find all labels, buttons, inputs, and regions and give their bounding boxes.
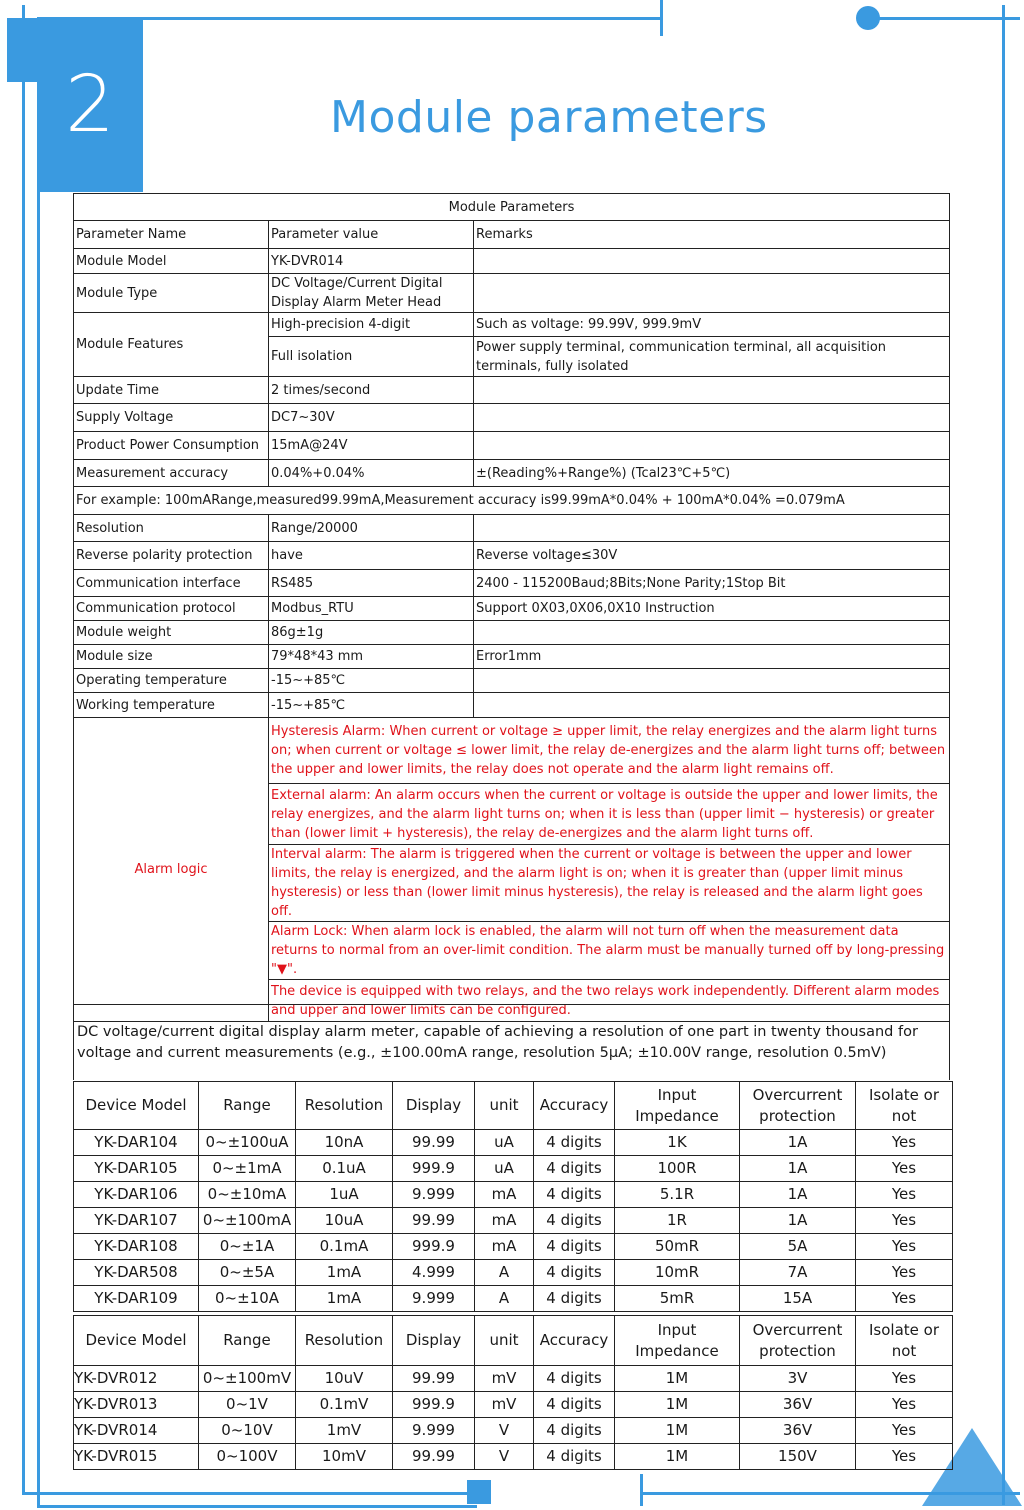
table-cell: Yes [856, 1182, 953, 1208]
table-row [74, 1418, 953, 1444]
param-value: -15~+85℃ [269, 693, 474, 718]
table-cell: 999.9 [393, 1392, 475, 1418]
param-name: Reverse polarity protection [74, 542, 269, 570]
table-cell: 1A [740, 1130, 856, 1156]
table-cell: YK-DVR012 [74, 1366, 199, 1392]
param-remark [474, 404, 950, 432]
table-cell: 99.99 [393, 1366, 475, 1392]
current-models-body [74, 1130, 953, 1312]
param-name: Operating temperature [74, 669, 269, 693]
header-cell: Accuracy [534, 1316, 615, 1366]
section-number: 2 [37, 18, 143, 192]
header-cell: Accuracy [534, 1082, 615, 1130]
table-cell: 4 digits [534, 1366, 615, 1392]
table-cell: 9.999 [393, 1286, 475, 1312]
table-row [74, 460, 950, 487]
param-value: 15mA@24V [269, 432, 474, 460]
table-cell: YK-DAR104 [74, 1130, 199, 1156]
table-cell: 36V [740, 1392, 856, 1418]
table-cell: YK-DVR014 [74, 1418, 199, 1444]
param-value: 0.04%+0.04% [269, 460, 474, 487]
frame-line [1002, 5, 1005, 1505]
table-cell: 1mA [296, 1286, 393, 1312]
table-cell: 4 digits [534, 1392, 615, 1418]
table-cell: 0~±1A [199, 1234, 296, 1260]
table-cell: 0.1mV [296, 1392, 393, 1418]
header-cell: Overcurrent protection [740, 1316, 856, 1366]
table-cell: 4 digits [534, 1130, 615, 1156]
param-remark: ±(Reading%+Range%) (Tcal23℃+5℃) [474, 460, 950, 487]
table-row [74, 313, 950, 337]
table-cell: Yes [856, 1392, 953, 1418]
param-remark [474, 432, 950, 460]
table-cell: 9.999 [393, 1418, 475, 1444]
param-name: Supply Voltage [74, 404, 269, 432]
table-cell: mV [475, 1366, 534, 1392]
table-cell: V [475, 1444, 534, 1470]
param-remark [474, 377, 950, 404]
table-cell: 4 digits [534, 1286, 615, 1312]
table-cell: 50mR [615, 1234, 740, 1260]
header-cell: Range [199, 1082, 296, 1130]
table-cell: 0~±5A [199, 1260, 296, 1286]
header-cell: Parameter value [269, 221, 474, 249]
table-cell: 0~±100mV [199, 1366, 296, 1392]
table-row [74, 1392, 953, 1418]
param-name: Resolution [74, 515, 269, 542]
param-name: Product Power Consumption [74, 432, 269, 460]
table-row [74, 1182, 953, 1208]
table-cell: 1mV [296, 1418, 393, 1444]
alarm-relays: The device is equipped with two relays, and the two relays work independently. Different alarm modes and upper and lower limits can be configured. [269, 980, 950, 1022]
accuracy-example: For example: 100mARange,measured99.99mA,Measurement accuracy is99.99mA*0.04% + 100mA*0.04% =0.079mA [74, 487, 950, 515]
table-cell: YK-DAR108 [74, 1234, 199, 1260]
header-cell: Range [199, 1316, 296, 1366]
header-cell: Parameter Name [74, 221, 269, 249]
table-cell: 1mA [296, 1260, 393, 1286]
voltage-models-table [73, 1315, 953, 1470]
table-row [74, 1366, 953, 1392]
table-cell: Yes [856, 1444, 953, 1470]
table-cell: 999.9 [393, 1156, 475, 1182]
table-cell: 4.999 [393, 1260, 475, 1286]
table-row [74, 1260, 953, 1286]
header-cell: Device Model [74, 1316, 199, 1366]
table-row [74, 621, 950, 645]
param-remark [474, 249, 950, 274]
frame-line [37, 1505, 477, 1508]
param-value: Full isolation [269, 337, 474, 377]
table-row [74, 542, 950, 570]
table-row [74, 1234, 953, 1260]
table-cell: 1A [740, 1182, 856, 1208]
header-cell: Isolate or not [856, 1316, 953, 1366]
table-cell: 1M [615, 1392, 740, 1418]
param-value: High-precision 4-digit [269, 313, 474, 337]
table-cell: 0~±100mA [199, 1208, 296, 1234]
table-cell: 5A [740, 1234, 856, 1260]
table-cell: 0~±1mA [199, 1156, 296, 1182]
table-cell: 10uV [296, 1366, 393, 1392]
param-remark: Support 0X03,0X06,0X10 Instruction [474, 597, 950, 621]
table-cell: 0.1uA [296, 1156, 393, 1182]
param-value: 86g±1g [269, 621, 474, 645]
param-remark [474, 693, 950, 718]
param-value: YK-DVR014 [269, 249, 474, 274]
table-row [74, 377, 950, 404]
header-cell: Remarks [474, 221, 950, 249]
table-row [74, 1130, 953, 1156]
table-cell: Yes [856, 1130, 953, 1156]
table-cell: YK-DAR106 [74, 1182, 199, 1208]
param-value: 79*48*43 mm [269, 645, 474, 669]
table-cell: 1M [615, 1366, 740, 1392]
table-row [74, 487, 950, 515]
param-value: DC7~30V [269, 404, 474, 432]
table-cell: 1R [615, 1208, 740, 1234]
table-cell: uA [475, 1156, 534, 1182]
page-title: Module parameters [330, 92, 768, 143]
table-cell: 0~100V [199, 1444, 296, 1470]
frame-line [868, 17, 1020, 20]
table-header-row [74, 1082, 953, 1130]
table-cell: Yes [856, 1156, 953, 1182]
table-cell: YK-DVR013 [74, 1392, 199, 1418]
table-cell: Yes [856, 1234, 953, 1260]
param-value: DC Voltage/Current Digital Display Alarm Meter Head [269, 274, 474, 313]
param-name: Module Features [74, 313, 269, 377]
table-cell: 36V [740, 1418, 856, 1444]
table-cell: 99.99 [393, 1444, 475, 1470]
table-cell: mV [475, 1392, 534, 1418]
param-name: Module Type [74, 274, 269, 313]
header-cell: Resolution [296, 1316, 393, 1366]
table-cell: 7A [740, 1260, 856, 1286]
table-row [74, 1208, 953, 1234]
table-row [74, 1156, 953, 1182]
param-name: Update Time [74, 377, 269, 404]
table-cell: 9.999 [393, 1182, 475, 1208]
param-remark: 2400 - 115200Baud;8Bits;None Parity;1Stop Bit [474, 570, 950, 597]
table-cell: 1M [615, 1418, 740, 1444]
header-cell: Resolution [296, 1082, 393, 1130]
param-remark: Such as voltage: 99.99V, 999.9mV [474, 313, 950, 337]
table-cell: mA [475, 1208, 534, 1234]
table-cell: uA [475, 1130, 534, 1156]
parameters-table [73, 193, 950, 1022]
header-cell: Overcurrent protection [740, 1082, 856, 1130]
alarm-interval: Interval alarm: The alarm is triggered when the current or voltage is between the upper and lower limits, the relay is energized, and the alarm light is on; when it is greater than (upper limit minus hysteresis) or less than (lower limit minus hysteresis), the relay is released and the alarm light goes off. [269, 845, 950, 922]
alarm-row [74, 718, 950, 784]
param-name: Module weight [74, 621, 269, 645]
frame-line [22, 5, 25, 1495]
param-name: Module Model [74, 249, 269, 274]
table-cell: 150V [740, 1444, 856, 1470]
frame-line [22, 1492, 482, 1495]
table-cell: YK-DAR109 [74, 1286, 199, 1312]
param-name: Working temperature [74, 693, 269, 718]
param-remark: Reverse voltage≤30V [474, 542, 950, 570]
table-cell: 1A [740, 1156, 856, 1182]
frame-line [640, 1474, 643, 1506]
table-cell: V [475, 1418, 534, 1444]
table-cell: YK-DAR508 [74, 1260, 199, 1286]
table-cell: Yes [856, 1260, 953, 1286]
frame-line [37, 18, 40, 1508]
param-name: Measurement accuracy [74, 460, 269, 487]
voltage-models-body [74, 1366, 953, 1470]
table-cell: 4 digits [534, 1156, 615, 1182]
table-row [74, 693, 950, 718]
header-cell: Isolate or not [856, 1082, 953, 1130]
intro-paragraph: DC voltage/current digital display alarm meter, capable of achieving a resolution of one part in twenty thousand for voltage and current measurements (e.g., ±100.00mA range, resolution 5μA; ±10.00V range, resolution 0.5mV) [73, 1004, 950, 1080]
table-cell: A [475, 1286, 534, 1312]
header-cell: Display [393, 1316, 475, 1366]
table-cell: 1uA [296, 1182, 393, 1208]
table-cell: 1K [615, 1130, 740, 1156]
table-cell: 99.99 [393, 1208, 475, 1234]
table-row [74, 515, 950, 542]
param-remark: Power supply terminal, communication terminal, all acquisition terminals, fully isolated [474, 337, 950, 377]
header-cell: Input Impedance [615, 1316, 740, 1366]
table-cell: 1A [740, 1208, 856, 1234]
table-row [74, 1286, 953, 1312]
table-cell: 0~±100uA [199, 1130, 296, 1156]
header-cell: Device Model [74, 1082, 199, 1130]
param-value: -15~+85℃ [269, 669, 474, 693]
table-cell: 4 digits [534, 1260, 615, 1286]
table-cell: 4 digits [534, 1182, 615, 1208]
table-cell: YK-DAR107 [74, 1208, 199, 1234]
table-cell: 10mR [615, 1260, 740, 1286]
table-cell: A [475, 1260, 534, 1286]
table-cell: 10nA [296, 1130, 393, 1156]
table-cell: Yes [856, 1208, 953, 1234]
param-remark [474, 621, 950, 645]
table-title: Module Parameters [74, 194, 950, 221]
header-cell: unit [475, 1316, 534, 1366]
table-cell: 10mV [296, 1444, 393, 1470]
table-header-row [74, 1316, 953, 1366]
header-cell: unit [475, 1082, 534, 1130]
table-row [74, 1444, 953, 1470]
alarm-logic-label: Alarm logic [74, 718, 269, 1022]
frame-dot [856, 6, 880, 30]
frame-square [467, 1480, 491, 1504]
table-cell: 99.99 [393, 1130, 475, 1156]
table-cell: 100R [615, 1156, 740, 1182]
param-remark [474, 274, 950, 313]
param-value: RS485 [269, 570, 474, 597]
param-value: have [269, 542, 474, 570]
alarm-external: External alarm: An alarm occurs when the current or voltage is outside the upper and lower limits, the relay energizes, and the alarm light turns on; when it is less than (upper limit − hysteresis) or greater than (lower limit + hysteresis), the relay de-energizes and the alarm light turns off. [269, 784, 950, 845]
table-cell: 10uA [296, 1208, 393, 1234]
param-name: Module size [74, 645, 269, 669]
table-cell: 4 digits [534, 1418, 615, 1444]
table-cell: 4 digits [534, 1208, 615, 1234]
table-cell: YK-DAR105 [74, 1156, 199, 1182]
table-cell: 0~1V [199, 1392, 296, 1418]
table-cell: 0~10V [199, 1418, 296, 1444]
param-remark [474, 515, 950, 542]
param-remark [474, 669, 950, 693]
table-row [74, 274, 950, 313]
table-cell: 4 digits [534, 1234, 615, 1260]
param-value: Range/20000 [269, 515, 474, 542]
alarm-hysteresis: Hysteresis Alarm: When current or voltage ≥ upper limit, the relay energizes and the alarm light turns on; when current or voltage ≤ lower limit, the relay de-energizes and the alarm light turns off; between the upper and lower limits, the relay does not operate and the alarm light remains off. [269, 718, 950, 784]
table-cell: mA [475, 1182, 534, 1208]
param-name: Communication interface [74, 570, 269, 597]
table-cell: 5.1R [615, 1182, 740, 1208]
table-cell: 0~±10mA [199, 1182, 296, 1208]
table-row [74, 570, 950, 597]
table-row [74, 669, 950, 693]
table-cell: 15A [740, 1286, 856, 1312]
table-cell: 3V [740, 1366, 856, 1392]
param-remark: Error1mm [474, 645, 950, 669]
table-row [74, 597, 950, 621]
table-row [74, 249, 950, 274]
table-cell: YK-DVR015 [74, 1444, 199, 1470]
table-cell: 1M [615, 1444, 740, 1470]
header-cell: Display [393, 1082, 475, 1130]
param-name: Communication protocol [74, 597, 269, 621]
table-row [74, 645, 950, 669]
param-value: 2 times/second [269, 377, 474, 404]
param-value: Modbus_RTU [269, 597, 474, 621]
alarm-lock: Alarm Lock: When alarm lock is enabled, the alarm will not turn off when the measurement data returns to normal from an over-limit condition. The alarm must be manually turned off by long-pressing "▼". [269, 922, 950, 980]
table-cell: 5mR [615, 1286, 740, 1312]
table-cell: Yes [856, 1366, 953, 1392]
table-row [74, 404, 950, 432]
table-cell: mA [475, 1234, 534, 1260]
table-header-row [74, 221, 950, 249]
table-cell: 4 digits [534, 1444, 615, 1470]
table-cell: 0~±10A [199, 1286, 296, 1312]
table-cell: 0.1mA [296, 1234, 393, 1260]
table-row [74, 432, 950, 460]
table-cell: Yes [856, 1418, 953, 1444]
header-cell: Input Impedance [615, 1082, 740, 1130]
frame-line [660, 0, 663, 36]
current-models-table [73, 1081, 953, 1312]
table-cell: Yes [856, 1286, 953, 1312]
table-cell: 999.9 [393, 1234, 475, 1260]
